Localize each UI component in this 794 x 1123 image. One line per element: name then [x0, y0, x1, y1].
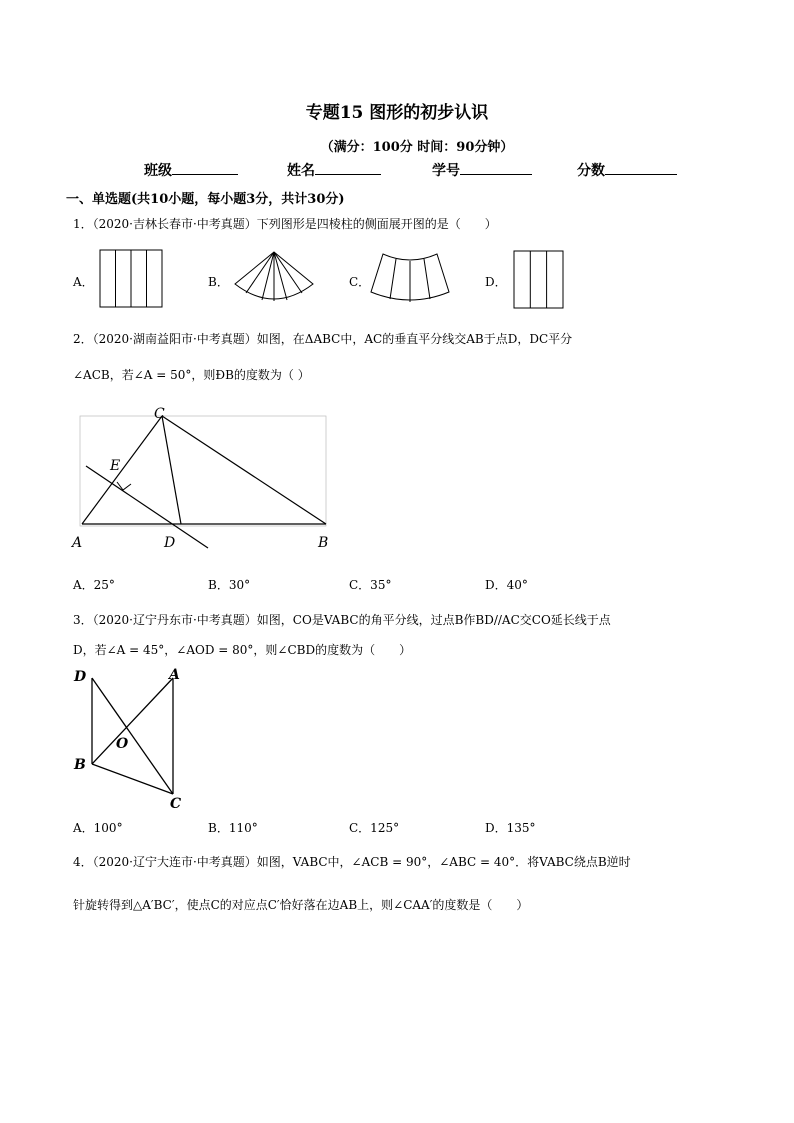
q1-option-d-label: D． [485, 275, 507, 289]
name-field [287, 160, 381, 180]
question-number: 4． [73, 855, 93, 869]
q1-option-d-figure [513, 250, 565, 310]
class-field [144, 160, 238, 180]
question-text: 针旋转得到△A′BC′，使点C的对应点C′恰好落在边AB上，则∠CAA′的度数是（ ） [73, 898, 529, 912]
question-text: （2020·辽宁大连市·中考真题）如图，VABC中，∠ACB = 90°，∠ABC = 40°．将VABC绕点B逆时 [92, 855, 631, 869]
score-field [577, 160, 677, 180]
question-number: 2． [73, 332, 93, 346]
name-blank [315, 160, 381, 175]
question-number: 3． [73, 613, 93, 627]
q2-option-d: D．40° [485, 578, 528, 592]
q3-option-b: B．110° [208, 821, 258, 835]
q2-option-a: A．25° [73, 578, 115, 592]
q1-option-c-figure [369, 252, 451, 304]
q2-label-e: E [110, 458, 121, 474]
q1-option-c-label: C． [349, 275, 371, 289]
q1-option-b-figure [232, 250, 316, 306]
question-4-continued [73, 897, 528, 913]
question-text: （2020·湖南益阳市·中考真题）如图，在ΔABC中，AC的垂直平分线交AB于点D，DC平分 [92, 332, 573, 346]
q3-label-d: D [74, 669, 87, 685]
q3-option-d: D．135° [485, 821, 536, 835]
question-3 [73, 612, 611, 628]
name-label: 姓名 [287, 163, 315, 179]
q2-label-c: C [154, 406, 165, 422]
q3-option-c: C．125° [349, 821, 400, 835]
page-title: 专题15 图形的初步认识 [305, 103, 489, 123]
q3-figure [70, 664, 200, 812]
class-blank [172, 160, 238, 175]
student-id-field [432, 160, 532, 180]
question-3-continued [73, 642, 411, 658]
q2-label-b: B [318, 535, 329, 551]
q2-option-c: C．35° [349, 578, 392, 592]
question-2-continued [73, 367, 310, 383]
q2-option-b: B．30° [208, 578, 251, 592]
q3-label-b: B [74, 757, 86, 773]
score-blank [605, 160, 677, 175]
section-heading: 一、单选题(共10小题，每小题3分，共计30分) [66, 192, 345, 207]
question-text: ∠ACB，若∠A = 50°，则ÐB的度数为（ ） [73, 368, 310, 382]
question-number: 1． [73, 217, 93, 231]
question-text: （2020·吉林长春市·中考真题）下列图形是四棱柱的侧面展开图的是（ ） [92, 217, 497, 231]
question-1 [73, 216, 497, 232]
q3-option-a: A．100° [73, 821, 123, 835]
q3-label-a: A [169, 667, 180, 683]
q2-label-a: A [72, 535, 83, 551]
q2-label-d: D [164, 535, 176, 551]
exam-meta: （满分：100分 时间：90分钟） [320, 140, 514, 155]
class-label: 班级 [144, 163, 172, 179]
student-id-label: 学号 [432, 163, 460, 179]
q1-option-a-label: A． [73, 275, 94, 289]
score-label: 分数 [577, 163, 605, 179]
q1-option-b-label: B． [208, 275, 229, 289]
student-id-blank [460, 160, 532, 175]
q1-option-a-figure [99, 249, 164, 309]
question-4 [73, 854, 631, 870]
question-2 [73, 331, 572, 347]
q2-triangle-figure [70, 404, 345, 554]
q3-label-o: O [116, 736, 129, 752]
question-text: （2020·辽宁丹东市·中考真题）如图，CO是VABC的角平分线，过点B作BD//AC交CO延长线于点 [92, 613, 611, 627]
q3-label-c: C [170, 796, 182, 812]
question-text: D，若∠A = 45°，∠AOD = 80°，则∠CBD的度数为（ ） [73, 643, 412, 657]
